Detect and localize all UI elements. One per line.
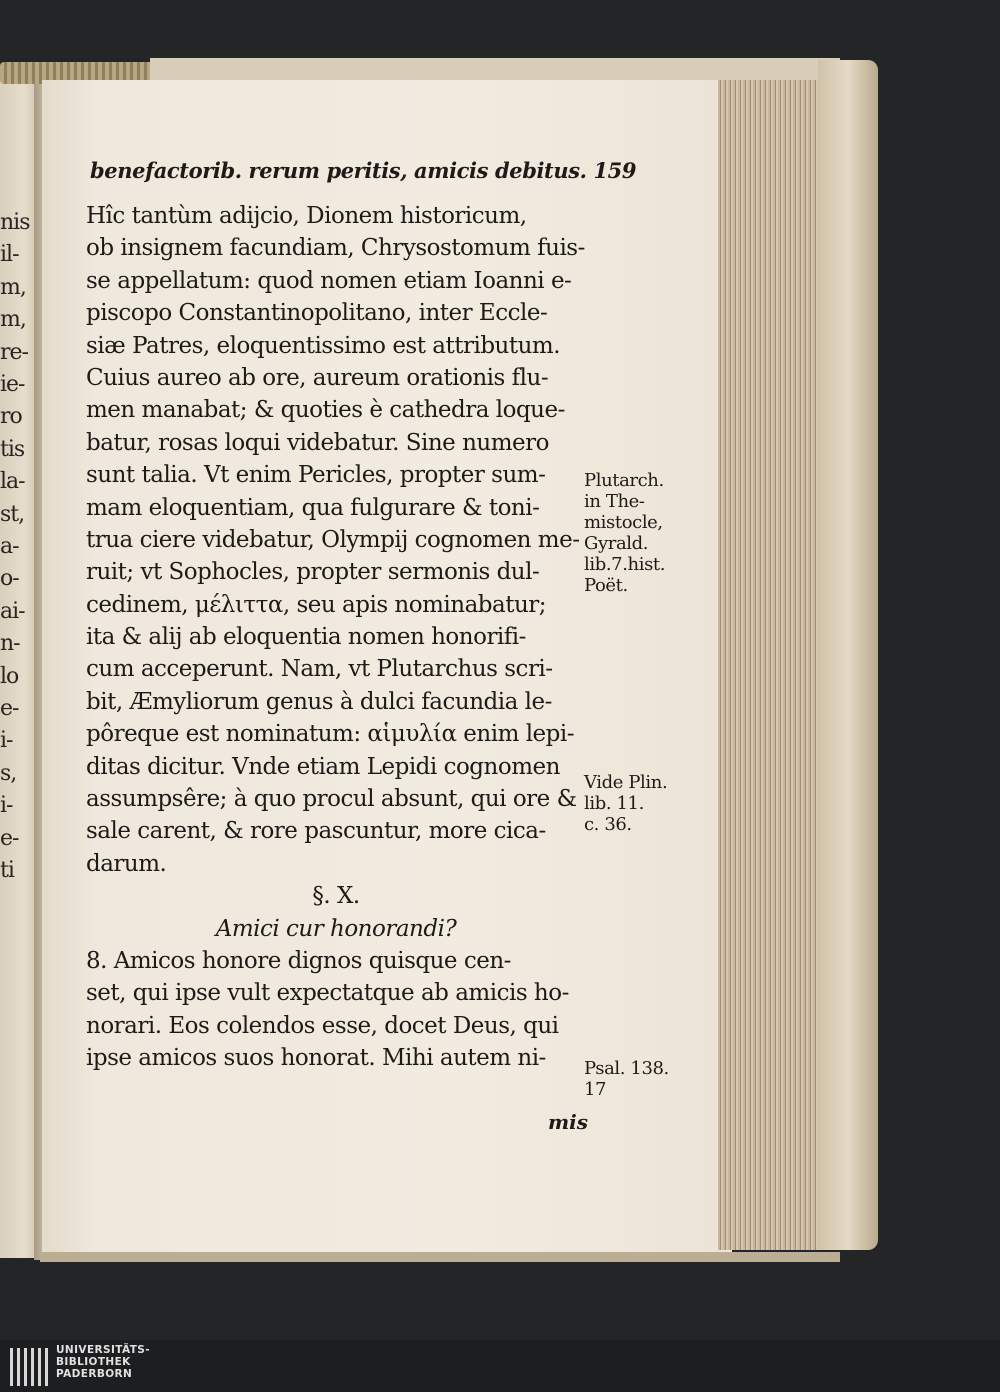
left-page-fragment: ai- [0,598,25,624]
logo-line-2: BIBLIOTHEK [56,1356,131,1368]
text-line: 8. Amicos honore dignos quisque cen- [86,947,511,974]
text-line: ipse amicos suos honorat. Mihi autem ni- [86,1045,546,1072]
text-line: assumpsêre; à quo procul absunt, qui ore & [86,786,577,813]
text-line: norari. Eos colendos esse, docet Deus, qui [86,1012,559,1039]
left-page-fragment: i- [0,793,13,819]
text-line: se appellatum: quod nomen etiam Ioanni e- [86,267,572,294]
cover-right-edge [818,60,878,1250]
margin-note-psalm [584,1058,669,1100]
left-page-fragment: ie- [0,372,25,397]
running-head: benefactorib. rerum peritis, amicis debitus. 159 [90,158,637,183]
logo-line-1: UNIVERSITÄTS- [56,1344,151,1356]
text-line: §. X. [312,883,360,910]
text-line: pôreque est nominatum: αἱμυλία enim lepi- [86,721,575,748]
text-line: sale carent, & rore pascuntur, more cica- [86,818,546,845]
left-page-fragment: m, [0,274,26,300]
cover-top-edge [150,58,840,80]
margin-note-plinius [584,772,667,835]
margin-note-line: c. 36. [584,814,632,835]
text-line: darum. [86,850,167,877]
text-line: Amici cur honorandi? [215,915,457,942]
text-line: ruit; vt Sophocles, propter sermonis dul- [86,559,540,586]
margin-note-line: Gyrald. [584,533,649,554]
left-page-fragment: m, [0,307,26,333]
text-line: ditas dicitur. Vnde etiam Lepidi cognomen [86,753,560,780]
left-page-fragment: lo [0,663,19,689]
margin-note-plutarch [584,470,665,596]
margin-note-line: Poët. [584,575,628,596]
margin-note-line: mistocle, [584,512,663,533]
text-line: ita & alij ab eloquentia nomen honorifi- [86,624,526,651]
margin-note-line: Plutarch. [584,470,664,491]
margin-note-line: lib. 11. [584,793,644,814]
left-page-fragment: re- [0,339,28,365]
text-line: Cuius aureo ab ore, aureum orationis flu- [86,364,549,391]
text-line: siæ Patres, eloquentissimo est attributum. [86,332,561,359]
left-page-fragment: o- [0,566,19,592]
left-page-fragment: il- [0,242,19,268]
text-line: piscopo Constantinopolitano, inter Eccle- [86,300,548,327]
left-page-fragment: n- [0,631,20,657]
text-line: batur, rosas loqui videbatur. Sine numero [86,429,549,456]
catchword: mis [548,1110,589,1134]
library-logo-text [56,1344,150,1380]
left-page-fragment: nis [0,210,30,235]
margin-note-line: 17 [584,1079,607,1100]
body-text [86,200,586,1075]
text-line: men manabat; & quoties è cathedra loque- [86,397,565,424]
left-page-fragment: i- [0,728,13,754]
left-page-fragment: tis [0,436,25,462]
cover-bottom-edge [40,1252,840,1262]
left-page-fragment: e- [0,696,19,721]
page-fore-edge [718,80,826,1250]
left-page-fragment: e- [0,825,19,851]
text-line: mam eloquentiam, qua fulgurare & toni- [86,494,540,521]
left-page-fragment: la- [0,469,25,495]
text-line: set, qui ipse vult expectatque ab amicis ho- [86,980,569,1007]
left-page-fragment: st, [0,501,25,527]
left-page-fragment: a- [0,534,19,559]
margin-note-line: Vide Plin. [584,772,668,793]
left-page-fragment: s, [0,760,17,786]
left-page-fragment: ti [0,858,14,883]
text-line: trua ciere videbatur, Olympij cognomen me- [86,526,580,553]
text-line: cum acceperunt. Nam, vt Plutarchus scri- [86,656,553,683]
library-logo-icon [10,1348,50,1386]
text-line: sunt talia. Vt enim Pericles, propter sum- [86,462,546,489]
text-line: ob insignem facundiam, Chrysostomum fuis- [86,235,585,262]
margin-note-line: lib.7.hist. [584,554,666,575]
text-line: Hîc tantùm adijcio, Dionem historicum, [86,203,527,229]
logo-line-3: PADERBORN [56,1368,133,1380]
text-line: cedinem, μέλιττα, seu apis nominabatur; [86,591,547,618]
margin-note-line: Psal. 138. [584,1058,669,1079]
margin-note-line: in The- [584,491,645,512]
left-page-fragment: ro [0,404,22,430]
text-line: bit, Æmyliorum genus à dulci facundia le- [86,688,552,715]
